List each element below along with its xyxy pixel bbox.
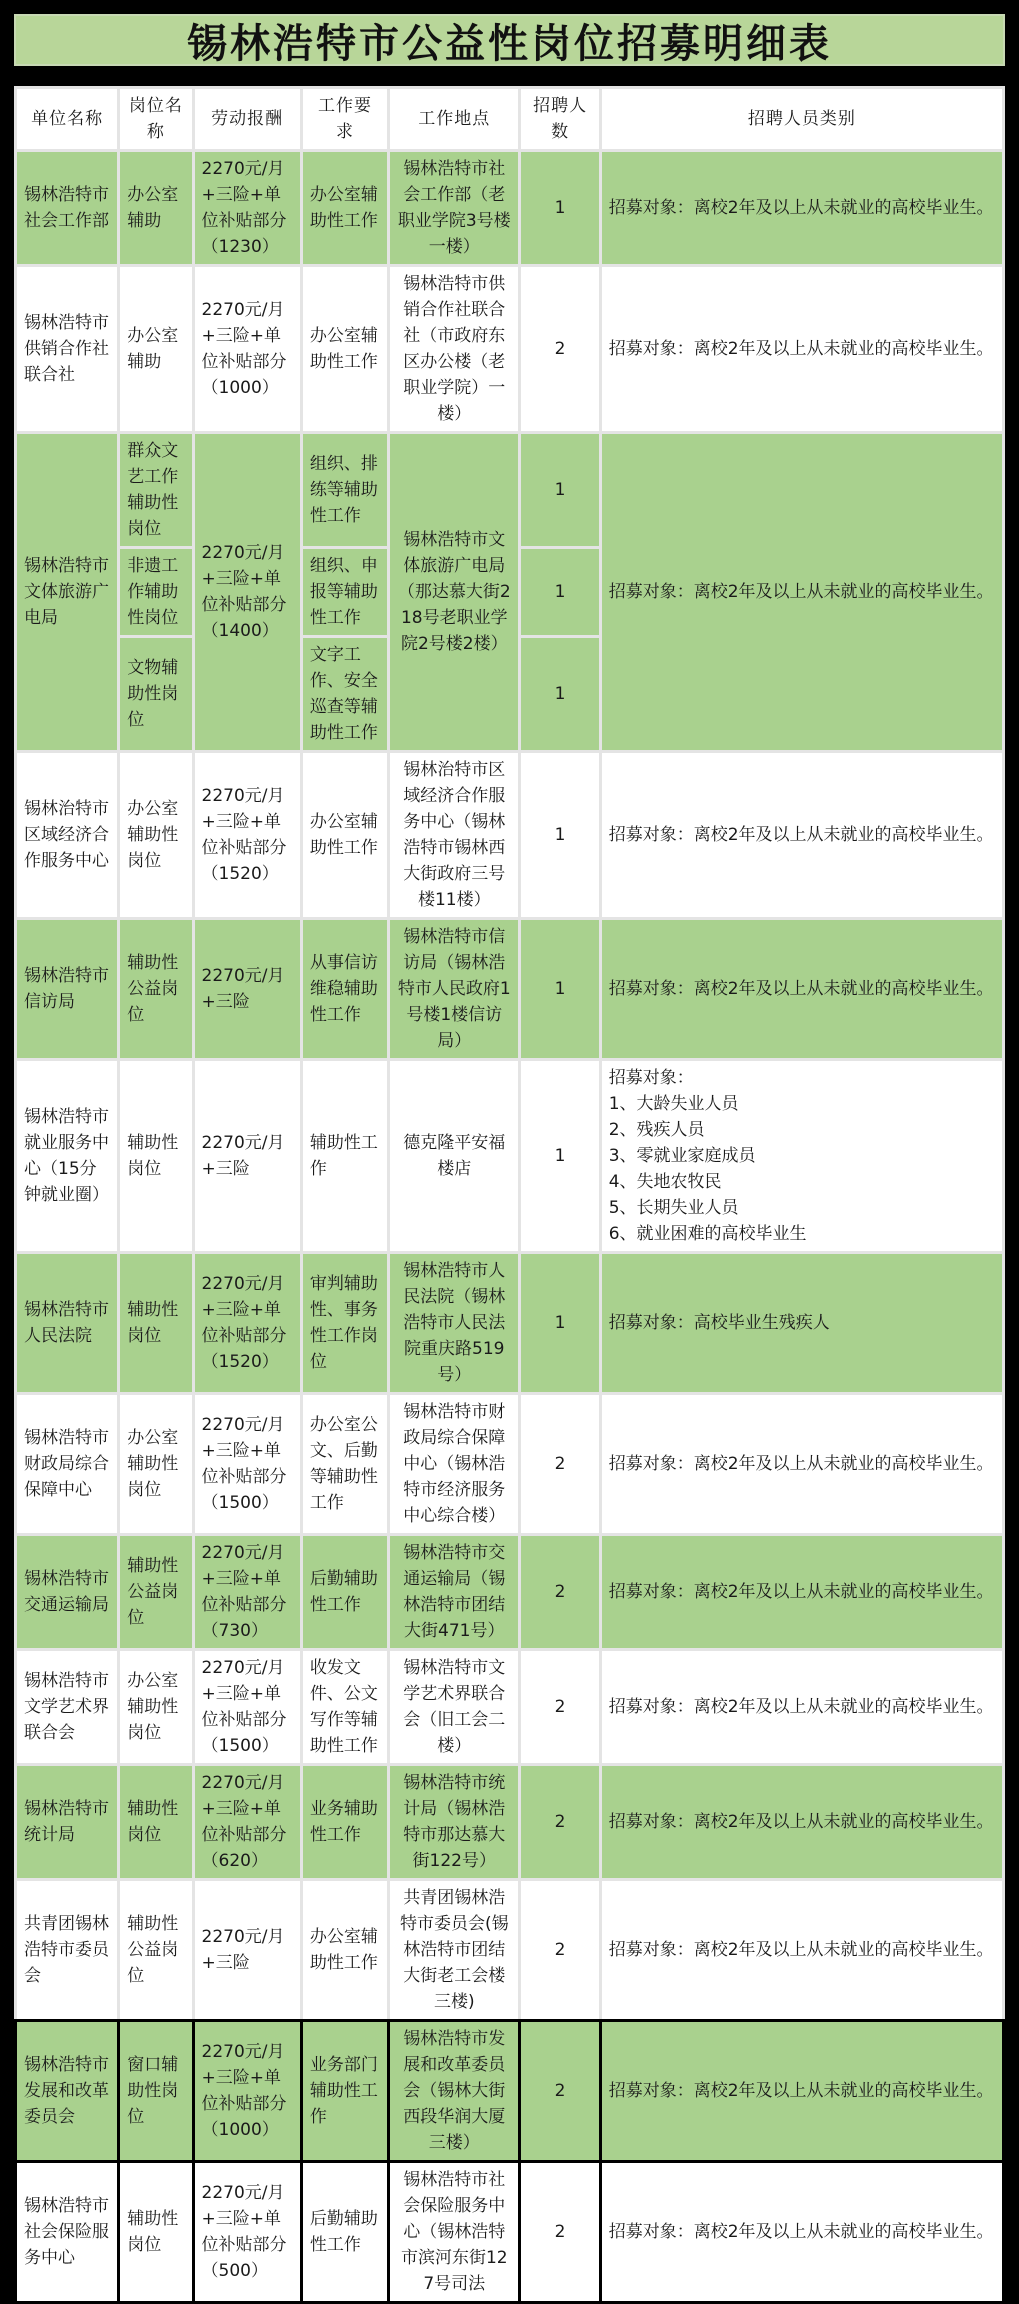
table-row [17,1651,1002,1763]
requirement-cell: 从事信访维稳辅助性工作 [303,920,387,1058]
requirement-cell: 审判辅助性、事务性工作岗位 [303,1254,387,1392]
table-row [17,1881,1002,2019]
count-cell: 1 [521,549,598,635]
post-name-cell: 办公室辅助性岗位 [120,753,191,917]
table-row [17,1395,1002,1533]
category-cell: 招募对象：离校2年及以上从未就业的高校毕业生。 [602,1536,1002,1648]
category-line: 1、大龄失业人员 [608,1094,739,1114]
page-title: 锡林浩特市公益性岗位招募明细表 [187,20,832,67]
category-cell: 招募对象：离校2年及以上从未就业的高校毕业生。 [602,267,1002,431]
requirement-cell: 文字工作、安全巡查等辅助性工作 [303,638,387,750]
location-cell: 锡林浩特市交通运输局（锡林浩特市团结大街471号） [390,1536,518,1648]
category-cell: 招募对象：离校2年及以上从未就业的高校毕业生。 [602,1766,1002,1878]
table-row [17,267,1002,431]
count-cell: 1 [521,638,598,750]
header-category: 招聘人员类别 [602,89,1002,149]
location-cell: 锡林浩特市供销合作社联合社（市政府东区办公楼（老职业学院）一楼） [390,267,518,431]
count-cell: 1 [521,1061,598,1251]
count-cell: 2 [521,1536,598,1648]
count-cell: 2 [521,1766,598,1878]
post-name-cell: 办公室辅助性岗位 [120,1395,191,1533]
location-cell: 锡林浩特市人民法院（锡林浩特市人民法院重庆路519号） [390,1254,518,1392]
unit-name-cell: 锡林浩特市信访局 [17,920,117,1058]
pay-cell: 2270元/月+三险+单位补贴部分（1400） [195,434,300,750]
requirement-cell: 收发文件、公文写作等辅助性工作 [303,1651,387,1763]
pay-cell: 2270元/月+三险+单位补贴部分（500） [195,2163,300,2301]
category-line: 4、失地农牧民 [608,1172,722,1192]
header-requirement: 工作要求 [303,89,387,149]
category-cell: 招募对象：离校2年及以上从未就业的高校毕业生。 [602,753,1002,917]
count-cell: 2 [521,1881,598,2019]
category-cell: 招募对象：高校毕业生残疾人 [602,1254,1002,1392]
category-cell: 招募对象：离校2年及以上从未就业的高校毕业生。 [602,1395,1002,1533]
header-location: 工作地点 [390,89,518,149]
location-cell: 锡林浩特市统计局（锡林浩特市那达慕大街122号） [390,1766,518,1878]
category-cell: 招募对象：离校2年及以上从未就业的高校毕业生。 [602,1651,1002,1763]
post-name-cell: 辅助性公益岗位 [120,1881,191,2019]
location-cell: 锡林浩特市发展和改革委员会（锡林大街西段华润大厦三楼） [390,2022,518,2160]
requirement-cell: 办公室辅助性工作 [303,753,387,917]
header-count: 招聘人数 [521,89,598,149]
table-row [17,1254,1002,1392]
recruitment-table [14,86,1005,2304]
pay-cell: 2270元/月+三险+单位补贴部分（620） [195,1766,300,1878]
requirement-cell: 业务辅助性工作 [303,1766,387,1878]
table-row [17,434,1002,546]
post-name-cell: 办公室辅助性岗位 [120,1651,191,1763]
category-line: 2、残疾人员 [608,1120,705,1140]
location-cell: 锡林浩特市信访局（锡林浩特市人民政府1号楼1楼信访局） [390,920,518,1058]
table-row [17,2163,1002,2301]
unit-name-cell: 锡林浩特市交通运输局 [17,1536,117,1648]
post-name-cell: 办公室辅助 [120,152,191,264]
category-line: 5、长期失业人员 [608,1198,739,1218]
requirement-cell: 后勤辅助性工作 [303,2163,387,2301]
recruitment-table-container [14,86,1005,2294]
category-cell: 招募对象：离校2年及以上从未就业的高校毕业生。 [602,920,1002,1058]
unit-name-cell: 锡林浩特市文学艺术界联合会 [17,1651,117,1763]
post-name-cell: 辅助性岗位 [120,1254,191,1392]
location-cell: 锡林浩特市社会工作部（老职业学院3号楼一楼） [390,152,518,264]
count-cell: 1 [521,753,598,917]
table-row [17,1061,1002,1251]
requirement-cell: 组织、申报等辅助性工作 [303,549,387,635]
count-cell: 2 [521,1395,598,1533]
post-name-cell: 辅助性岗位 [120,1766,191,1878]
header-post: 岗位名称 [120,89,191,149]
category-cell [602,1061,1002,1251]
category-cell: 招募对象：离校2年及以上从未就业的高校毕业生。 [602,1881,1002,2019]
location-cell: 锡林浩特市文体旅游广电局（那达慕大街218号老职业学院2号楼2楼） [390,434,518,750]
pay-cell: 2270元/月+三险+单位补贴部分（1520） [195,753,300,917]
title-bar [14,14,1005,66]
count-cell: 1 [521,434,598,546]
pay-cell: 2270元/月+三险+单位补贴部分（1500） [195,1651,300,1763]
post-name-cell: 窗口辅助性岗位 [120,2022,191,2160]
unit-name-cell: 锡林浩特市发展和改革委员会 [17,2022,117,2160]
location-cell: 锡林浩特市文学艺术界联合会（旧工会二楼） [390,1651,518,1763]
count-cell: 2 [521,2163,598,2301]
pay-cell: 2270元/月+三险 [195,1881,300,2019]
unit-name-cell: 锡林浩特市文体旅游广电局 [17,434,117,750]
location-cell: 锡林治特市区域经济合作服务中心（锡林浩特市锡林西大街政府三号楼11楼） [390,753,518,917]
table-row [17,920,1002,1058]
header-unit: 单位名称 [17,89,117,149]
pay-cell: 2270元/月+三险 [195,920,300,1058]
category-cell: 招募对象：离校2年及以上从未就业的高校毕业生。 [602,152,1002,264]
requirement-cell: 组织、排练等辅助性工作 [303,434,387,546]
pay-cell: 2270元/月+三险+单位补贴部分（1230） [195,152,300,264]
requirement-cell: 办公室公文、后勤等辅助性工作 [303,1395,387,1533]
table-row [17,753,1002,917]
location-cell: 锡林浩特市财政局综合保障中心（锡林浩特市经济服务中心综合楼） [390,1395,518,1533]
table-row [17,2022,1002,2160]
category-line: 6、就业困难的高校毕业生 [608,1224,807,1244]
table-row [17,152,1002,264]
post-name-cell: 辅助性岗位 [120,2163,191,2301]
requirement-cell: 办公室辅助性工作 [303,1881,387,2019]
unit-name-cell: 锡林浩特市社会保险服务中心 [17,2163,117,2301]
post-name-cell: 辅助性公益岗位 [120,1536,191,1648]
category-cell: 招募对象：离校2年及以上从未就业的高校毕业生。 [602,2163,1002,2301]
unit-name-cell: 锡林浩特市财政局综合保障中心 [17,1395,117,1533]
count-cell: 2 [521,2022,598,2160]
table-row [17,1536,1002,1648]
post-name-cell: 群众文艺工作辅助性岗位 [120,434,191,546]
unit-name-cell: 锡林浩特市人民法院 [17,1254,117,1392]
table-row [17,1766,1002,1878]
location-cell: 锡林浩特市社会保险服务中心（锡林浩特市滨河东街127号司法 [390,2163,518,2301]
post-name-cell: 文物辅助性岗位 [120,638,191,750]
count-cell: 2 [521,1651,598,1763]
header-pay: 劳动报酬 [195,89,300,149]
requirement-cell: 办公室辅助性工作 [303,152,387,264]
post-name-cell: 办公室辅助 [120,267,191,431]
post-name-cell: 辅助性公益岗位 [120,920,191,1058]
count-cell: 1 [521,152,598,264]
table-header-row [17,89,1002,149]
unit-name-cell: 锡林浩特市供销合作社联合社 [17,267,117,431]
post-name-cell: 非遗工作辅助性岗位 [120,549,191,635]
requirement-cell: 后勤辅助性工作 [303,1536,387,1648]
pay-cell: 2270元/月+三险+单位补贴部分（730） [195,1536,300,1648]
count-cell: 2 [521,267,598,431]
count-cell: 1 [521,920,598,1058]
pay-cell: 2270元/月+三险 [195,1061,300,1251]
category-line: 3、零就业家庭成员 [608,1146,756,1166]
table-body [17,152,1002,2301]
category-line: 招募对象： [608,1068,694,1088]
location-cell: 共青团锡林浩特市委员会(锡林浩特市团结大街老工会楼三楼) [390,1881,518,2019]
requirement-cell: 业务部门辅助性工作 [303,2022,387,2160]
post-name-cell: 辅助性岗位 [120,1061,191,1251]
unit-name-cell: 锡林浩特市社会工作部 [17,152,117,264]
pay-cell: 2270元/月+三险+单位补贴部分（1000） [195,267,300,431]
pay-cell: 2270元/月+三险+单位补贴部分（1000） [195,2022,300,2160]
unit-name-cell: 锡林治特市区域经济合作服务中心 [17,753,117,917]
pay-cell: 2270元/月+三险+单位补贴部分（1520） [195,1254,300,1392]
unit-name-cell: 锡林浩特市就业服务中心（15分钟就业圈） [17,1061,117,1251]
count-cell: 1 [521,1254,598,1392]
pay-cell: 2270元/月+三险+单位补贴部分（1500） [195,1395,300,1533]
location-cell: 德克隆平安福楼店 [390,1061,518,1251]
unit-name-cell: 共青团锡林浩特市委员会 [17,1881,117,2019]
unit-name-cell: 锡林浩特市统计局 [17,1766,117,1878]
requirement-cell: 辅助性工作 [303,1061,387,1251]
category-cell: 招募对象：离校2年及以上从未就业的高校毕业生。 [602,434,1002,750]
requirement-cell: 办公室辅助性工作 [303,267,387,431]
category-cell: 招募对象：离校2年及以上从未就业的高校毕业生。 [602,2022,1002,2160]
